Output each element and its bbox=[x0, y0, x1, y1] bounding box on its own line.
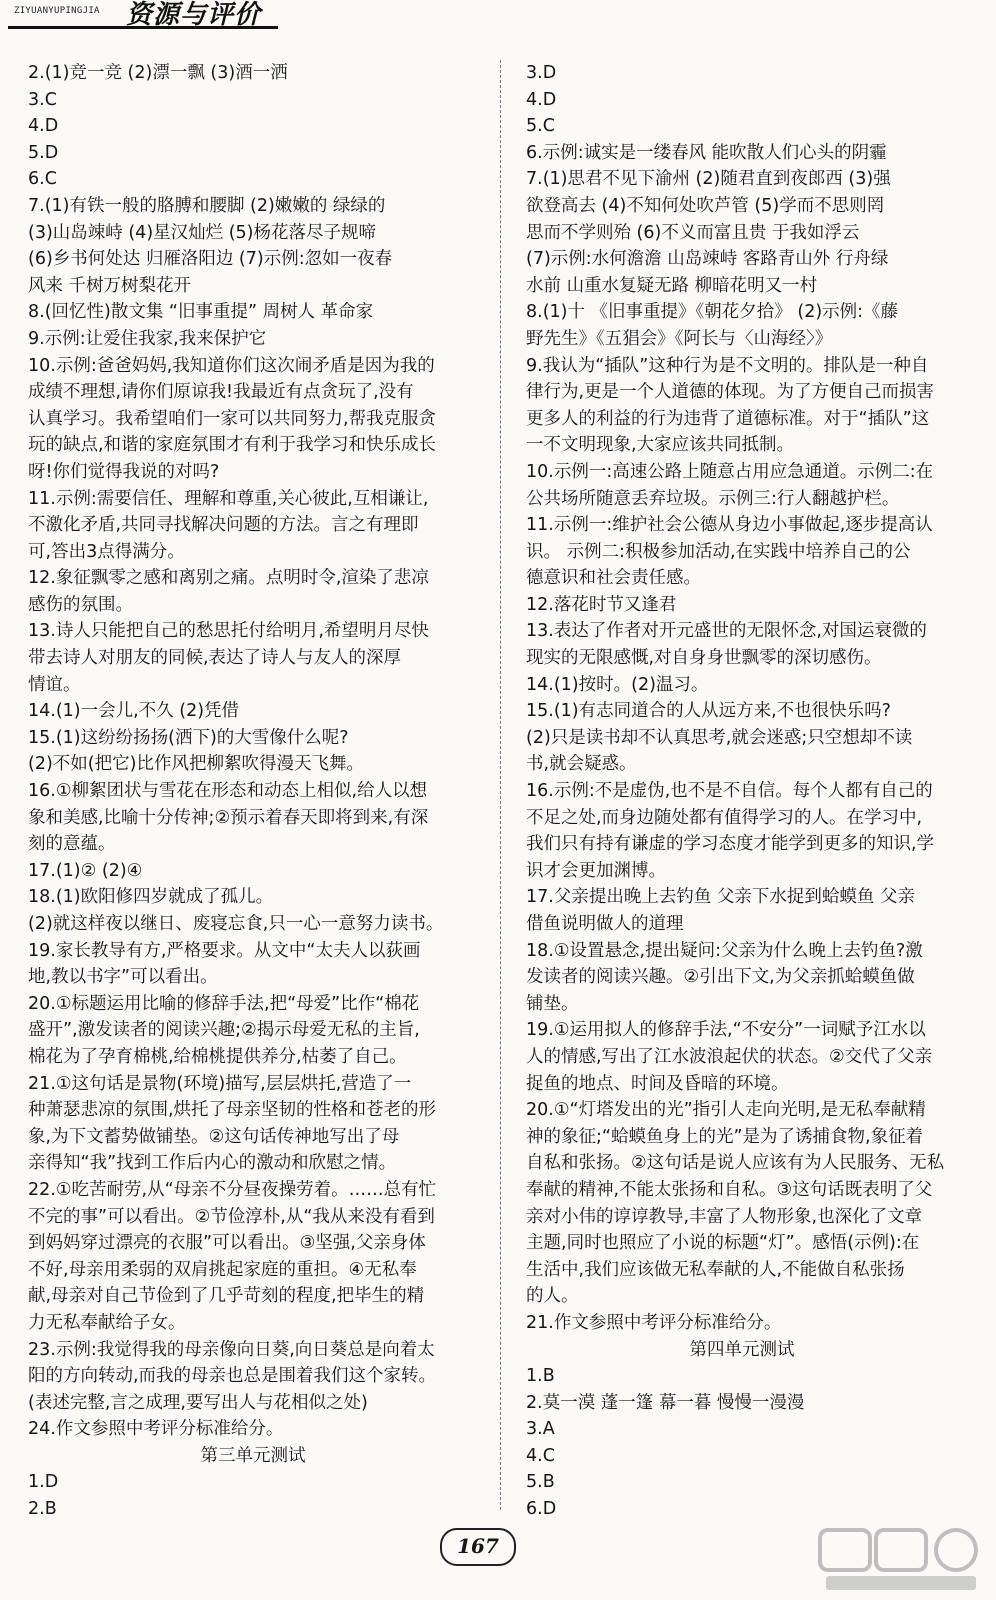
watermark-logo-icon bbox=[816, 1526, 986, 1596]
answer-line: 5.D bbox=[28, 142, 59, 163]
answer-line: 4.C bbox=[526, 1445, 555, 1466]
section-heading: 第三单元测试 bbox=[200, 1445, 306, 1466]
answer-line: (2)只是读书却不认真思考,就会迷惑;只空想却不读 bbox=[526, 727, 913, 748]
answer-line: 力无私奉献给子女。 bbox=[28, 1312, 186, 1333]
answer-line: 22.①吃苦耐劳,从“母亲不分昼夜操劳着。……总有忙 bbox=[28, 1179, 437, 1200]
brand-title: 资源与评价 bbox=[126, 0, 262, 30]
brand-pinyin: ZIYUANYUPINGJIA bbox=[14, 6, 100, 16]
answer-line: (表述完整,言之成理,要写出人与花相似之处) bbox=[28, 1392, 368, 1413]
answer-line: 野先生》《五猖会》《阿长与〈山海经〉》 bbox=[526, 328, 833, 349]
answer-line: 带去诗人对朋友的同候,表达了诗人与友人的深厚 bbox=[28, 648, 402, 669]
answer-line: 18.(1)欧阳修四岁就成了孤儿。 bbox=[28, 887, 274, 908]
answer-line: 更多人的利益的行为违背了道德标准。对于“插队”这 bbox=[526, 408, 930, 429]
answer-line: 14.(1)一会儿,不久 (2)凭借 bbox=[28, 701, 240, 722]
answer-line: 玩的缺点,和谐的家庭氛围才有利于我学习和快乐成长 bbox=[28, 435, 437, 456]
answer-line: 律行为,更是一个人道德的体现。为了方便自己而损害 bbox=[526, 382, 935, 403]
answer-line: 21.①这句话是景物(环境)描写,层层烘托,营造了一 bbox=[28, 1073, 412, 1094]
answer-line: 神的象征;“蛤蟆鱼身上的光”是为了诱捕食物,象征着 bbox=[526, 1126, 924, 1147]
answer-line: 9.我认为“插队”这种行为是不文明的。排队是一种自 bbox=[526, 355, 929, 376]
answer-line: 16.①柳絮团状与雪花在形态和动态上相似,给人以想 bbox=[28, 781, 428, 802]
answer-line: 水前 山重水复疑无路 柳暗花明又一村 bbox=[526, 275, 818, 296]
answer-line: 公共场所随意丢弃垃圾。示例三:行人翻越护栏。 bbox=[526, 488, 900, 509]
answer-line: 自私和张扬。②这句话是说人应该有为人民服务、无私 bbox=[526, 1153, 945, 1174]
answer-line: 种萧瑟悲凉的氛围,烘托了母亲坚韧的性格和苍老的形 bbox=[28, 1100, 437, 1121]
answer-line: 不激化矛盾,共同寻找解决问题的方法。言之有理即 bbox=[28, 515, 419, 536]
answer-line: (2)就这样夜以继日、废寝忘食,只一心一意努力读书。 bbox=[28, 914, 444, 934]
answer-line: 3.A bbox=[526, 1419, 555, 1440]
answer-line: 风来 千树万树梨花开 bbox=[28, 275, 192, 296]
answer-line: 7.(1)思君不见下渝州 (2)随君直到夜郎西 (3)强 bbox=[526, 169, 891, 190]
answer-line: 呀!你们觉得我说的对吗? bbox=[28, 461, 220, 482]
answer-line: 13.诗人只能把自己的愁思托付给明月,希望明月尽快 bbox=[28, 621, 429, 642]
answer-line: (3)山岛竦峙 (4)星汉灿烂 (5)杨花落尽子规啼 bbox=[28, 222, 376, 243]
answer-line: 7.(1)有铁一般的胳膊和腰脚 (2)嫩嫩的 绿绿的 bbox=[28, 195, 386, 216]
answer-line: (2)不如(把它)比作风把柳絮吹得漫天飞舞。 bbox=[28, 754, 364, 775]
answer-line: 识。 示例二:积极参加活动,在实践中培养自己的公 bbox=[526, 541, 911, 562]
answer-line: 情谊。 bbox=[28, 674, 81, 695]
answer-line: 感伤的氛围。 bbox=[28, 594, 133, 615]
answer-line: 9.示例:让爱住我家,我来保护它 bbox=[28, 328, 267, 349]
answer-line: 3.C bbox=[28, 89, 57, 110]
answer-line: 我们只有持有谦虚的学习态度才能学到更多的知识,学 bbox=[526, 834, 935, 855]
answer-line: 捉鱼的地点、时间及昏暗的环境。 bbox=[526, 1073, 789, 1094]
answer-line: 德意识和社会责任感。 bbox=[526, 568, 701, 589]
answer-line: 不好,母亲用柔弱的双肩挑起家庭的重担。④无私奉 bbox=[28, 1259, 417, 1280]
answer-line: 6.C bbox=[28, 169, 57, 190]
answer-line: 棉花为了孕育棉桃,给棉桃提供养分,枯萎了自己。 bbox=[28, 1046, 407, 1067]
answer-line: 献,母亲对自己节俭到了几乎苛刻的程度,把毕生的精 bbox=[28, 1286, 425, 1307]
answer-line: 可,答出3点得满分。 bbox=[28, 541, 185, 562]
answer-line: 11.示例:需要信任、理解和尊重,关心彼此,互相谦让, bbox=[28, 488, 429, 509]
answer-line: 2.莫一漠 蓬一篷 幕一暮 慢慢一漫漫 bbox=[526, 1392, 805, 1413]
answer-line: 16.示例:不是虚伪,也不是不自信。每个人都有自己的 bbox=[526, 781, 933, 802]
answer-line: 不足之处,而身边随处都有值得学习的人。在学习中, bbox=[526, 807, 923, 828]
answer-line: 3.D bbox=[526, 63, 557, 83]
answer-line: 19.①运用拟人的修辞手法,“不安分”一词赋予江水以 bbox=[526, 1020, 926, 1041]
answer-line: 亲对小伟的谆谆教导,丰富了人物形象,也深化了文章 bbox=[526, 1206, 923, 1227]
answer-line: 2.B bbox=[28, 1499, 57, 1520]
answer-line: 1.D bbox=[28, 1472, 59, 1493]
page-number: 167 bbox=[440, 1528, 516, 1566]
answer-line: 刻的意蕴。 bbox=[28, 834, 116, 855]
answer-line: 4.D bbox=[526, 89, 557, 110]
answer-line: 5.C bbox=[526, 116, 555, 137]
answer-line: 23.示例:我觉得我的母亲像向日葵,向日葵总是向着太 bbox=[28, 1339, 435, 1360]
answer-line: 4.D bbox=[28, 116, 59, 137]
answer-line: 借鱼说明做人的道理 bbox=[526, 914, 684, 934]
answer-line: 8.(1)十 《旧事重提》《朝花夕拾》 (2)示例:《藤 bbox=[526, 302, 899, 323]
answer-line: (7)示例:水何澹澹 山岛竦峙 客路青山外 行舟绿 bbox=[526, 249, 889, 270]
answer-line: 17.(1)② (2)④ bbox=[28, 860, 143, 881]
answer-line: 1.B bbox=[526, 1366, 555, 1387]
answer-line: 亲得知“我”找到工作后内心的激动和欣慰之情。 bbox=[28, 1153, 397, 1174]
answer-line: 12.落花时节又逢君 bbox=[526, 594, 677, 615]
answer-line: 20.①标题运用比喻的修辞手法,把“母爱”比作“棉花 bbox=[28, 993, 420, 1014]
brand-banner bbox=[8, 0, 278, 29]
answer-line: 认真学习。我希望咱们一家可以共同努力,帮我克服贪 bbox=[28, 408, 437, 429]
right-column bbox=[526, 60, 958, 1523]
answer-line: 8.(回忆性)散文集 “旧事重提” 周树人 革命家 bbox=[28, 302, 374, 323]
answer-line: 12.象征飘零之感和离别之痛。点明时令,渲染了悲凉 bbox=[28, 568, 429, 589]
answer-line: 人的情感,写出了江水波浪起伏的状态。②交代了父亲 bbox=[526, 1046, 933, 1067]
answer-line: 书,就会疑惑。 bbox=[526, 754, 637, 775]
answer-line: 17.父亲提出晚上去钓鱼 父亲下水捉到蛤蟆鱼 父亲 bbox=[526, 887, 915, 908]
answer-line: (6)乡书何处达 归雁洛阳边 (7)示例:忽如一夜春 bbox=[28, 249, 393, 270]
answer-line: 发读者的阅读兴趣。②引出下文,为父亲抓蛤蟆鱼做 bbox=[526, 967, 915, 988]
page-header bbox=[0, 0, 996, 36]
answer-line: 主题,同时也照应了小说的标题“灯”。感悟(示例):在 bbox=[526, 1233, 920, 1254]
answer-line: 11.示例一:维护社会公德从身边小事做起,逐步提高认 bbox=[526, 515, 933, 536]
answer-line: 铺垫。 bbox=[526, 993, 579, 1014]
answer-line: 15.(1)有志同道合的人从远方来,不也很快乐吗? bbox=[526, 701, 891, 722]
answer-line: 盛开”,激发读者的阅读兴趣;②揭示母爱无私的主旨, bbox=[28, 1020, 420, 1041]
answer-line: 象和美感,比喻十分传神;②预示着春天即将到来,有深 bbox=[28, 807, 429, 828]
answer-line: 的人。 bbox=[526, 1286, 579, 1307]
answer-line: 象,为下文蓄势做铺垫。②这句话传神地写出了母 bbox=[28, 1126, 400, 1147]
answer-line: 欲登高去 (4)不知何处吹芦管 (5)学而不思则罔 bbox=[526, 195, 885, 216]
answer-line: 现实的无限感慨,对自身身世飘零的深切感伤。 bbox=[526, 648, 882, 669]
answer-line: 6.D bbox=[526, 1499, 557, 1520]
answer-line: 阳的方向转动,而我的母亲也总是围着我们这个家转。 bbox=[28, 1366, 437, 1387]
answer-line: 15.(1)这纷纷扬扬(洒下)的大雪像什么呢? bbox=[28, 727, 349, 748]
answer-line: 14.(1)按时。(2)温习。 bbox=[526, 674, 709, 695]
answer-line: 一不文明现象,大家应该共同抵制。 bbox=[526, 435, 795, 456]
answer-line: 5.B bbox=[526, 1472, 555, 1493]
answer-line: 13.表达了作者对开元盛世的无限怀念,对国运衰微的 bbox=[526, 621, 927, 642]
answer-line: 成绩不理想,请你们原谅我!我最近有点贪玩了,没有 bbox=[28, 382, 414, 403]
section-heading: 第四单元测试 bbox=[689, 1339, 795, 1360]
answer-line: 18.①设置悬念,提出疑问:父亲为什么晚上去钓鱼?激 bbox=[526, 940, 923, 961]
answer-line: 到妈妈穿过漂亮的衣服”可以看出。③坚强,父亲身体 bbox=[28, 1233, 426, 1254]
answer-line: 2.(1)竞一竞 (2)漂一飘 (3)酒一洒 bbox=[28, 63, 288, 83]
answer-line: 生活中,我们应该做无私奉献的人,不能做自私张扬 bbox=[526, 1259, 905, 1280]
answer-line: 不完的事”可以看出。②节俭淳朴,从“我从来没有看到 bbox=[28, 1206, 435, 1227]
left-column bbox=[28, 60, 478, 1523]
answer-line: 20.①“灯塔发出的光”指引人走向光明,是无私奉献精 bbox=[526, 1100, 926, 1121]
answer-line: 24.作文参照中考评分标准给分。 bbox=[28, 1419, 284, 1440]
column-divider bbox=[500, 60, 502, 1510]
answer-line: 地,教以书字”可以看出。 bbox=[28, 967, 218, 988]
answer-line: 10.示例:爸爸妈妈,我知道你们这次闹矛盾是因为我的 bbox=[28, 355, 435, 376]
answer-line: 识才会更加渊博。 bbox=[526, 860, 666, 881]
answer-line: 21.作文参照中考评分标准给分。 bbox=[526, 1312, 782, 1333]
answer-line: 19.家长教导有方,严格要求。从文中“太夫人以荻画 bbox=[28, 940, 421, 961]
answer-line: 6.示例:诚实是一缕春风 能吹散人们心头的阴霾 bbox=[526, 142, 887, 163]
answer-line: 奉献的精神,不能太张扬和自私。③这句话既表明了父 bbox=[526, 1179, 933, 1200]
answer-line: 思而不学则殆 (6)不义而富且贵 于我如浮云 bbox=[526, 222, 860, 243]
answer-line: 10.示例一:高速公路上随意占用应急通道。示例二:在 bbox=[526, 461, 934, 482]
